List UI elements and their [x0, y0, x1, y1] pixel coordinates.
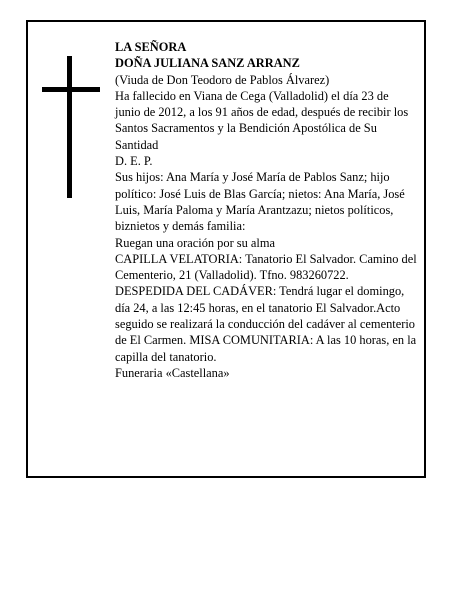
obituary-notice: [26, 20, 426, 478]
widow-of: (Viuda de Don Teodoro de Pablos Álvarez): [115, 72, 330, 87]
death-info: Ha fallecido en Viana de Cega (Valladolid) el día 23 de junio de 2012, a los 91 años de edad, después de recibir los Santos Sacramentos y la Bendición Apostólica de Su Santidad: [115, 88, 409, 152]
notice-text: [115, 39, 417, 381]
farewell-info: DESPEDIDA DEL CADÁVER: Tendrá lugar el domingo, día 24, a las 12:45 horas, en el tanatorio El Salvador.Acto seguido se realizará la conducción del cadáver al cementerio de El Carmen. MISA COMUNITARIA: A las 10 horas, en la capilla del tanatorio.: [115, 284, 417, 364]
notice-title: LA SEÑORA: [115, 40, 187, 54]
deceased-name: DOÑA JULIANA SANZ ARRANZ: [115, 56, 300, 71]
rip-text: D. E. P.: [115, 154, 153, 169]
prayer-request: Ruegan una oración por su alma: [115, 235, 275, 250]
family-list: Sus hijos: Ana María y José María de Pablos Sanz; hijo político: José Luis de Blas García; nietos: Ana María, José Luis, María Paloma y María Arantzazu; nietos políticos, biznietos y demás familia:: [115, 170, 405, 234]
cross-vertical-bar: [67, 56, 72, 198]
cross-icon: [42, 56, 100, 198]
funeral-home: Funeraria «Castellana»: [115, 365, 230, 380]
cross-horizontal-bar: [42, 87, 100, 92]
chapel-info: CAPILLA VELATORIA: Tanatorio El Salvador. Camino del Cementerio, 21 (Valladolid). Tfno. 983260722.: [115, 251, 417, 283]
